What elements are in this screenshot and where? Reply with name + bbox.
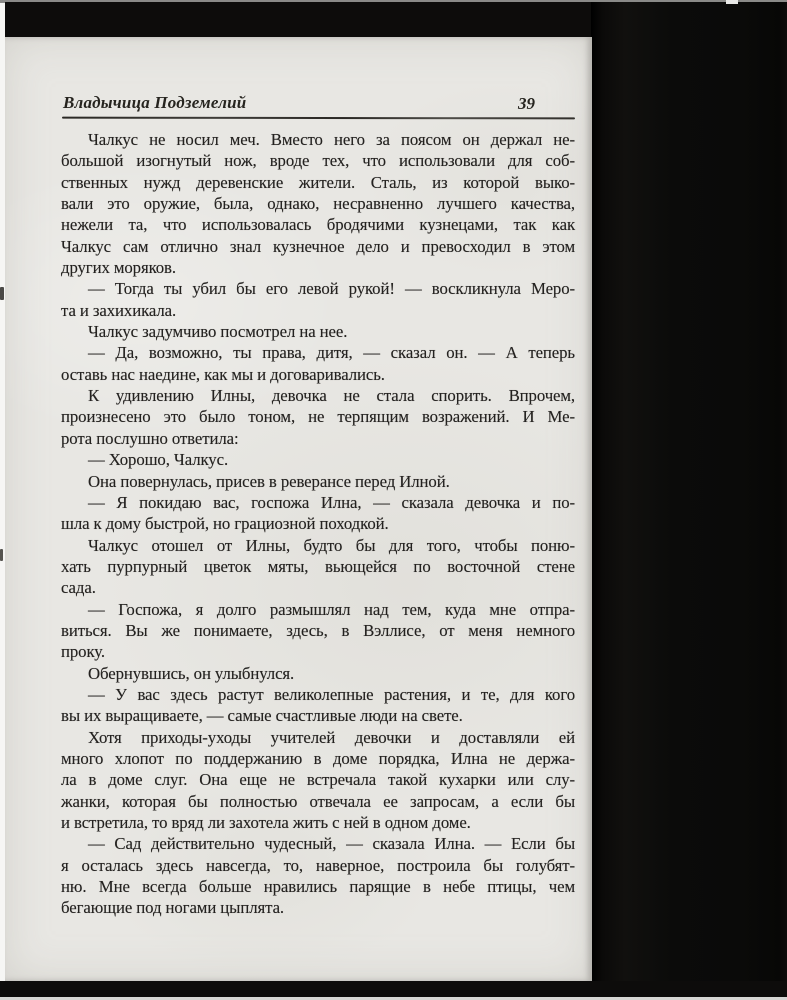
text-line: других моряков. [61, 258, 176, 278]
text-line: — Да, возможно, ты права, дитя, — сказал он. — А теперь [88, 343, 575, 363]
text-line: ла в доме слуг. Она еще не встречала такой кухарки или слу- [61, 770, 575, 790]
text-line: сада. [61, 578, 96, 598]
paragraph [61, 471, 575, 492]
paragraph [61, 535, 575, 599]
paragraph [61, 278, 575, 321]
paragraph [61, 129, 575, 278]
paragraph [61, 727, 575, 834]
text-line: много хлопот по поддержанию в доме порядка, Илна не держа- [61, 748, 575, 768]
text-line: шла к дому быстрой, но грациозной походкой. [61, 514, 389, 534]
text-line: Чалкус сам отлично знал кузнечное дело и превосходил в этом [61, 236, 575, 256]
paragraph [61, 385, 575, 449]
text-line: Чалкус задумчиво посмотрел на нее. [88, 322, 348, 342]
text-line: Чалкус отошел от Илны, будто бы для того, чтобы поню- [88, 535, 575, 555]
text-line: ню. Мне всегда больше нравились парящие в небе птицы, чем [61, 877, 575, 897]
paragraph [61, 833, 575, 918]
text-line: проку. [61, 642, 105, 662]
text-line: — Тогда ты убил бы его левой рукой! — воскликнула Меро- [88, 279, 575, 299]
text-line: — Хорошо, Чалкус. [88, 450, 229, 470]
paragraph [61, 684, 575, 727]
paragraph [61, 449, 575, 470]
paragraph [61, 321, 575, 342]
text-line: — Госпожа, я долго размышлял над тем, куда мне отпра- [88, 599, 575, 619]
text-line: та и захихикала. [61, 300, 177, 320]
text-line: произнесено это было тоном, не терпящим возражений. И Ме- [61, 407, 575, 427]
text-line: — У вас здесь растут великолепные растения, и те, для кого [88, 684, 575, 704]
text-line: хать пурпурный цветок мяты, вьющейся по восточной стене [61, 556, 575, 576]
book-edge-black-region [591, 2, 787, 997]
text-line: нежели та, что использовалась бродячими кузнецами, так как [61, 215, 575, 235]
text-line: Хотя приходы-уходы учителей девочки и доставляли ей [88, 727, 575, 747]
text-line: Обернувшись, он улыбнулся. [88, 663, 295, 683]
body-text [61, 129, 575, 919]
scan-artifact-notch [726, 0, 738, 4]
text-line: оставь нас наедине, как мы и договаривались. [61, 364, 385, 384]
text-line: вы их выращиваете, — самые счастливые люди на свете. [61, 706, 463, 726]
text-line: бегающие под ногами цыплята. [61, 898, 285, 918]
page-number: 39 [518, 94, 535, 113]
text-line: большой изогнутый нож, вроде тех, что использовали для соб- [61, 151, 575, 171]
paragraph [61, 663, 575, 684]
scanner-bottom-black-bar [0, 981, 787, 997]
text-line: К удивлению Илны, девочка не стала спорить. Впрочем, [88, 386, 575, 406]
text-line: Она повернулась, присев в реверансе перед Илной. [88, 471, 450, 491]
text-line: Чалкус не носил меч. Вместо него за поясом он держал не- [88, 130, 575, 149]
text-line: и встретила, то вряд ли захотела жить с ней в одном доме. [61, 813, 471, 832]
text-line: ственных нужд деревенские жители. Сталь, из которой выко- [61, 172, 575, 192]
text-line: — Сад действительно чудесный, — сказала Илна. — Если бы [88, 834, 575, 854]
text-line: виться. Вы же понимаете, здесь, в Вэллисе, от меня немного [61, 620, 575, 640]
paragraph [61, 599, 575, 663]
scan-edge-mark [0, 287, 4, 300]
text-line: — Я покидаю вас, госпожа Илна, — сказала девочка и по- [88, 492, 575, 512]
scan-edge-mark [0, 549, 3, 561]
paragraph [61, 342, 575, 385]
running-head-title: Владычица Подземелий [63, 93, 247, 112]
text-line: жанки, которая бы полностью отвечала ее запросам, а если бы [61, 791, 575, 811]
text-line: я осталась здесь навсегда, то, наверное, построила бы голубят- [61, 855, 575, 875]
text-line: вали это оружие, была, однако, несравненно лучшего качества, [61, 194, 575, 214]
text-line: рота послушно ответила: [61, 428, 239, 448]
paragraph [61, 492, 575, 535]
